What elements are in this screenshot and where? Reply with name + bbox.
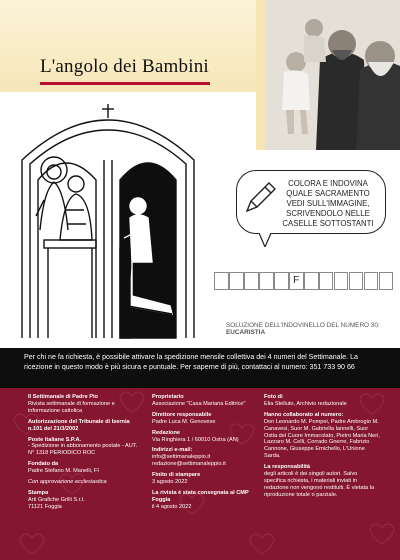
- email-info-link[interactable]: info@settimanaleppio.it: [152, 454, 211, 461]
- subscription-notice: [0, 348, 400, 388]
- answer-cell-12[interactable]: [379, 272, 394, 290]
- email-redazione-link[interactable]: redazione@settimanaleppio.it: [152, 461, 226, 468]
- delivered-label: La rivista è stata consegnata al CMP Foggia: [152, 489, 249, 503]
- answer-cell-8[interactable]: [319, 272, 334, 290]
- notice-text: Per chi ne fa richiesta, è possibile attivare la spedizione mensile collettiva dei 4 numeri del Settimanale. La ricezione in questo modo è più sicura e puntuale. Per saperne di più, contattaci al numero: 351 733 90 66: [24, 353, 358, 371]
- email-label: Indirizzi e-mail:: [152, 447, 193, 454]
- answer-cell-11[interactable]: [364, 272, 379, 290]
- solution-label: SOLUZIONE DELL'INDOVINELLO DEL NUMERO 30:: [226, 322, 380, 329]
- confession-coloring-drawing: [20, 100, 230, 340]
- delivered-date: il 4 agosto 2022: [152, 503, 192, 510]
- director-name: Padre Luca M. Genovese: [152, 418, 216, 425]
- founder-name: Padre Stefano M. Manelli, FI: [28, 468, 99, 475]
- editorial-address: Via Ringhiera 1 / 60010 Ostra (AN): [152, 436, 239, 443]
- founder-label: Fondato da: [28, 461, 59, 468]
- answer-cell-9[interactable]: [334, 272, 349, 290]
- responsibility-label: La responsabilità: [264, 464, 311, 471]
- instruction-text: COLORA E INDOVINA QUALE SACRAMENTO VEDI SULL'IMMAGINE, SCRIVENDOLO NELLE CASELLE SOTTOSTANTI: [282, 179, 374, 228]
- editorial-label: Redazione: [152, 429, 180, 436]
- footer-column-publication: [28, 394, 140, 511]
- finished-printing-date: 3 agosto 2022: [152, 479, 188, 486]
- print-label: Stampa: [28, 489, 49, 496]
- answer-cell-2[interactable]: [229, 272, 244, 290]
- printer-name: Arti Grafiche Grilli S.r.l.: [28, 496, 85, 503]
- owner-label: Proprietario: [152, 394, 184, 400]
- ecclesiastical-approval: Con approvazione ecclesiastica: [28, 479, 107, 486]
- answer-cell-6[interactable]: F: [289, 272, 304, 290]
- collaborators-label: Hanno collaborato al numero:: [264, 411, 344, 418]
- responsibility-text: degli articoli è dei singoli autori. Salvo specifica richiesta, i materiali inviati in redazione non vengono restituiti. È vietata la riproduzione totale o parziale.: [264, 471, 375, 498]
- colophon-footer: [0, 388, 400, 560]
- footer-column-editorial: [152, 394, 252, 511]
- poste-label: Poste Italiane S.P.A.: [28, 436, 82, 443]
- photo-credit: Elia Stelluto, Archivio redazionale: [264, 400, 347, 407]
- page-title: L'angolo dei Bambini: [40, 56, 209, 77]
- instruction-bubble: [236, 170, 386, 234]
- footer-column-credits: [264, 394, 380, 499]
- answer-cell-7[interactable]: [304, 272, 319, 290]
- solution-answer: EUCARISTIA: [226, 329, 266, 336]
- bubble-tail: [259, 233, 277, 247]
- photo-credit-label: Foto di: [264, 394, 283, 400]
- printer-city: 71121 Foggia: [28, 503, 62, 510]
- answer-cell-10[interactable]: [349, 272, 364, 290]
- answer-cell-5[interactable]: [274, 272, 289, 290]
- title-underline: [40, 82, 210, 85]
- answer-cell-3[interactable]: [244, 272, 259, 290]
- collaborators-list: Don Leonardo M. Pompei, Padre Ambrogio M. Canavesi, Suor M. Gabriella Iannelli, Suor Ostia del Cuore Immacolato, Pietro Maria Neri, Lazzaro M. Celli, Corrado Gnerre, Fabrizio Cannone, Giuseppe Ernichello, L'Unione Sarda.: [264, 418, 380, 460]
- pencil-icon: [241, 177, 281, 217]
- previous-solution: [226, 322, 380, 336]
- owner-name: Associazione "Casa Mariana Editrice": [152, 400, 246, 407]
- section-header: [40, 56, 210, 85]
- padre-pio-children-photo: [256, 0, 400, 150]
- director-label: Direttore responsabile: [152, 411, 212, 418]
- poste-description: - Spedizione in abbonamento postale - AUT. N° 1318 PERIODICO ROC: [28, 443, 138, 457]
- court-authorization: Autorizzazione del Tribunale di Isernia n.101 del 21/3/2002: [28, 418, 130, 432]
- answer-grid: [214, 272, 394, 290]
- answer-cell-1[interactable]: [214, 272, 229, 290]
- magazine-title: Il Settimanale di Padre Pio: [28, 394, 98, 400]
- magazine-description: Rivista settimanale di formazione e informazione cattolica: [28, 400, 115, 414]
- answer-cell-4[interactable]: [259, 272, 274, 290]
- finished-printing-label: Finito di stampare: [152, 472, 201, 479]
